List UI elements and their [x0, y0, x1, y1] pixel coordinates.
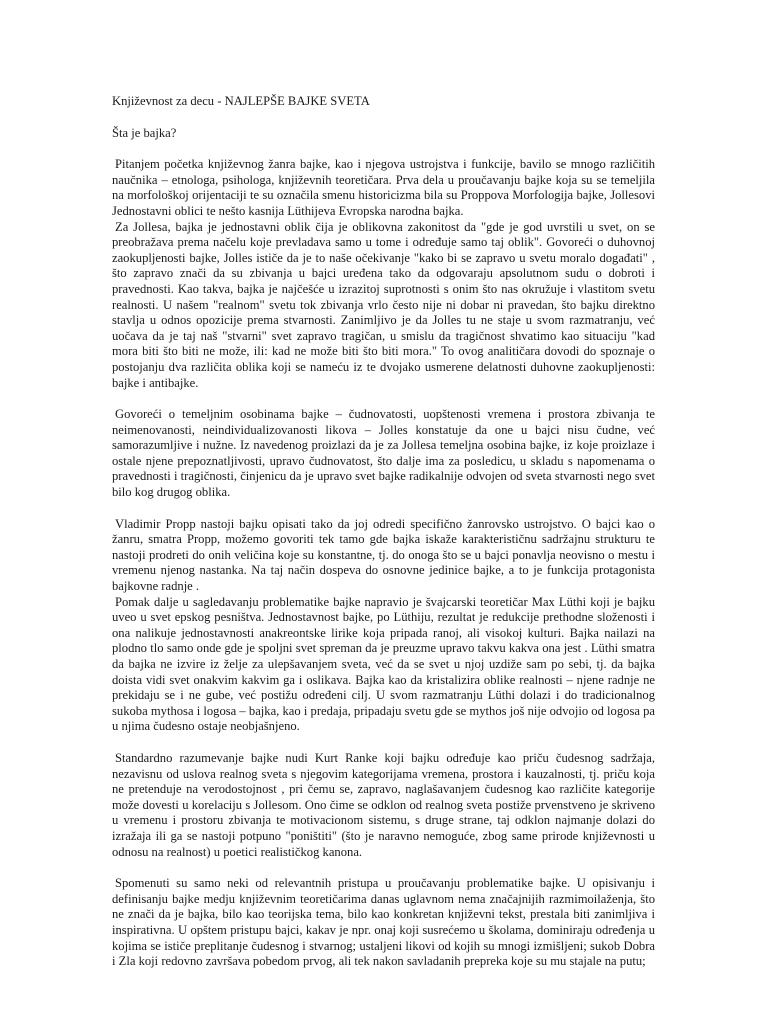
paragraph: Vladimir Propp nastoji bajku opisati tako da joj odredi specifično žanrovsko ustrojstvo. O bajci kao o žanru, smatra Propp, možemo govoriti tek tamo gde bajka iskaže karakterističnu sadržajnu strukturu te nastoji prodreti do onih veličina koje su konstantne, tj. do onoga što se u bajci ponavlja neovisno o mestu i vremenu njenog nastanka. Na taj način dospeva do osnovne jedinice bajke, a to je funkcija protagonista bajkovne radnje .: [112, 516, 655, 594]
paragraph: Govoreći o temeljnim osobinama bajke – čudnovatosti, uopštenosti vremena i prostora zbivanja te neimenovanosti, neindividualizovanosti likova – Jolles konstatuje da one u bajci nisu čudne, već samorazumljive i nužne. Iz navedenog proizlazi da je za Jollesa temeljna osobina bajke, iz koje proizlaze i ostale njene prepoznatljivosti, upravo čudnovatost, što dalje ima za posledicu, u skladu s napomenama o pravednosti i tragičnosti, činjenicu da je upravo svet bajke radikalnije odvojen od sveta stvarnosti nego svet bilo kog drugog oblika.: [112, 407, 655, 500]
document-title: Književnost za decu - NAJLEPŠE BAJKE SVETA: [112, 94, 370, 108]
paragraph: Standardno razumevanje bajke nudi Kurt Ranke koji bajku određuje kao priču čudesnog sadržaja, nezavisnu od uslova realnog sveta s njegovim kategorijama vremena, prostora i kauzalnosti, tj. priču koja ne pretenduje na verodostojnost , pri čemu se, zapravo, naglašavanjem čudesnog kao različite kategorije može dovesti u korelaciju s Jollesom. Ono čime se odklon od realnog sveta postiže prvenstveno je skriveno u vremenu i prostoru zbivanja te motivacionom sistemu, s druge strane, taj odklon najmanje dolazi do izražaja ili ga se nastoji potpuno "poništiti" (što je naravno nemoguće, zbog same prirode književnosti u odnosu na realnost) u poetici realističkog kanona.: [112, 750, 655, 859]
paragraph-list: [112, 157, 655, 970]
section-question: Šta je bajka?: [112, 125, 177, 140]
paragraph: Za Jollesa, bajka je jednostavni oblik čija je oblikovna zakonitost da "gde je god uvrstili u svet, on se preobražava prema načelu koje prevladava samo u tome i određuje samo taj oblik". Govoreći o duhovnoj zaokupljenosti bajke, Jolles ističe da je to naše očekivanje "kako bi se zapravo u svetu moralo događati" , što zapravo znači da su zbivanja u bajci uređena tako da odgovaraju apsolutnom sudu o dobroti i pravednosti. Kao takva, bajka je najčešće u izrazitoj suprotnosti s onim što nas okružuje i vlastitom svetu realnosti. U našem "realnom" svetu tok zbivanja vrlo često nije ni dobar ni pravedan, što bajku direktno stavlja u odnos opozicije prema stvarnosti. Zanimljivo je da Jolles tu ne staje u svom razmatranju, već uočava da je taj naš "stvarni" svet zapravo tragičan, u smislu da tragičnost shvatimo kao situaciju "kad mora biti što biti ne može, ili: kad ne može biti što biti mora." To ovog analitičara dovodi do spoznaje o postojanju dva različita oblika koji se nameću iz te dvojako usmerene delatnosti duhovne zaokupljenosti: bajke i antibajke.: [112, 219, 655, 390]
paragraph: Spomenuti su samo neki od relevantnih pristupa u proučavanju problematike bajke. U opisivanju i definisanju bajke medju književnim teoretičarima danas uglavnom nema značajnijih razmimoilaženja, što ne znači da je bajka, bilo kao teorijska tema, bilo kao konkretan književni tekst, prestala biti zanimljiva i inspirativna. U opštem pristupu bajci, kakav je npr. onaj koji susrećemo u školama, dominiraju određenja u kojima se ističe preplitanje čudesnog i stvarnog; ustaljeni likovi od kojih su mnogi izmišljeni; sukob Dobra i Zla koji redovno završava pobedom prvog, ali tek nakon savladanih prepreka koje su mu stajale na putu;: [112, 876, 655, 969]
paragraph: Pomak dalje u sagledavanju problematike bajke napravio je švajcarski teoretičar Max Lüthi koji je bajku uveo u svet epskog pesništva. Jednostavnost bajke, po Lüthiju, rezultat je redukcije prethodne složenosti i ona nalikuje jednostavnosti anakreontske lirike koja pripada ranoj, ali visokoj kulturi. Bajka nailazi na plodno tlo samo onde gde je spoljni svet spreman da je preuzme upravo takvu kakva ona jest . Lüthi smatra da bajka ne izvire iz želje za ulepšavanjem sveta, već da se svet u njoj uzdiže sam po sebi, tj. da bajka doista vidi svet onakvim kakvim ga i oslikava. Bajka kao da kristalizira oblike realnosti – njene radnje ne prekidaju se i ne gube, već postižu određeni cilj. U svom razmatranju Lüthi dolazi i do tradicionalnog sukoba mythosa i logosa – bajka, kao i predaja, pripadaju svetu gde se mythos još nije odvojio od logosa pa u njima čudesno ostaje neobjašnjeno.: [112, 594, 655, 734]
paragraph: Pitanjem početka književnog žanra bajke, kao i njegova ustrojstva i funkcije, bavilo se mnogo različitih naučnika – etnologa, psihologa, književnih teoretičara. Prva dela u proučavanju bajke koja su se temeljila na morfološkoj orijentaciji te su označila smenu historicizma bila su Proppova Morfologija bajke, Jollesovi Jednostavni oblici te nešto kasnija Lüthijeva Evropska narodna bajka.: [112, 157, 655, 218]
document-page: [112, 94, 655, 970]
